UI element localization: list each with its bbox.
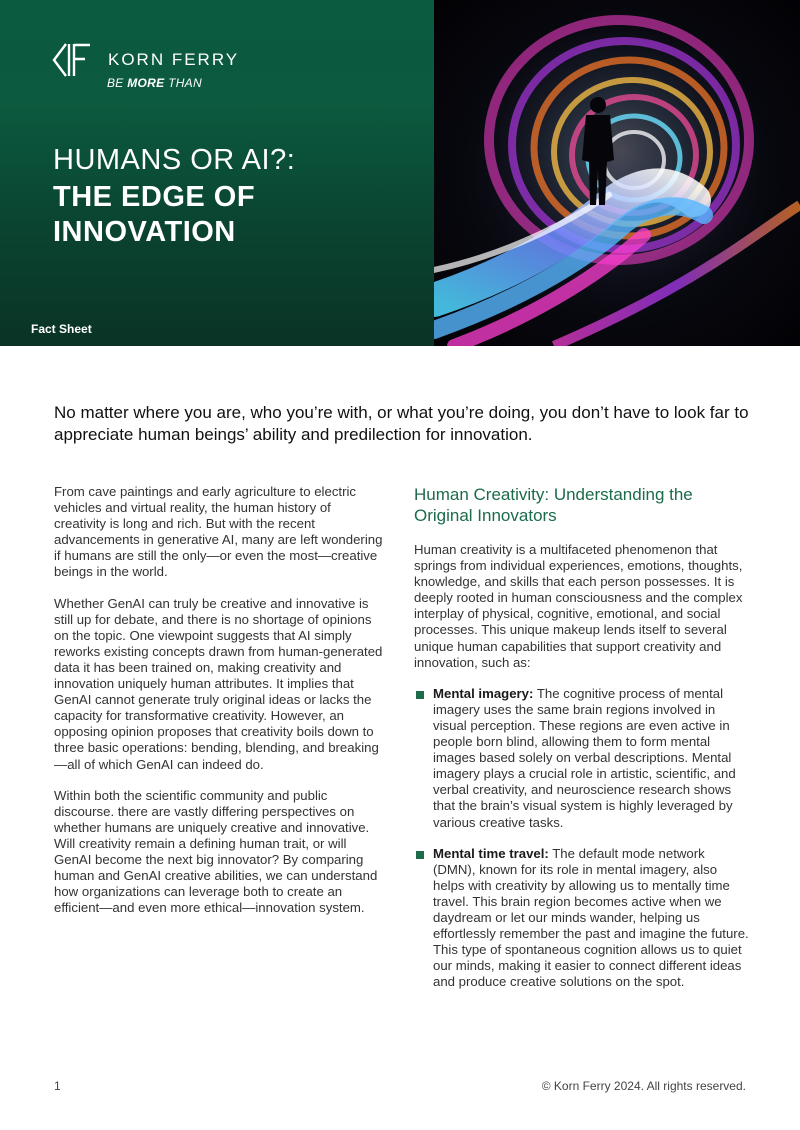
square-bullet-icon	[416, 851, 424, 859]
kf-logo-mark-icon	[52, 42, 96, 78]
left-paragraph-2: Whether GenAI can truly be creative and innovative is still up for debate, and there is no shortage of opinions on the topic. One viewpoint suggests that AI simply reworks existing concepts drawn from human-generated data it has been trained on, making creativity and innovation uniquely human attributes. It implies that GenAI cannot generate truly original ideas or lacks the capacity for transformative creativity. However, an opposing opinion proposes that creativity boils down to three basic operations: bending, blending, and breaking—all of which GenAI can indeed do.	[54, 595, 383, 772]
bullet-item	[414, 846, 750, 991]
brand-name: KORN FERRY	[108, 50, 240, 69]
left-paragraph-1: From cave paintings and early agriculture to electric vehicles and virtual reality, the human history of creativity is long and rich. But with the recent advancements in generative AI, many are left wondering if humans are still the only—or even the most—creative beings in the world.	[54, 484, 383, 580]
bullet-text: The cognitive process of mental imagery uses the same brain regions involved in visual perception. These regions are even active in people born blind, allowing them to form mental images based solely on verbal descriptions. Mental imagery plays a crucial role in artistic, scientific, and verbal creativity, and neuroscience research shows that the brain’s visual system is highly leveraged by various creative tasks.	[433, 685, 736, 830]
title-line-1: HUMANS OR AI?:	[53, 144, 296, 176]
hero-title-panel	[0, 0, 434, 346]
bullet-term: Mental time travel:	[433, 845, 549, 861]
title-line-2: THE EDGE OF INNOVATION	[53, 181, 256, 248]
left-column	[54, 484, 384, 931]
bullet-item	[414, 686, 750, 831]
left-paragraph-3: Within both the scientific community and public discourse. there are vastly differing perspectives on whether humans are uniquely creative and innovative. Will creativity remain a defining human trait, or will GenAI become the next big innovator? By comparing human and GenAI creative abilities, we can understand how organizations can leverage both to create an efficient—and even more ethical—innovation system.	[54, 787, 378, 916]
light-swirl-icon	[434, 0, 800, 346]
bullet-text: The default mode network (DMN), known for its role in mental imagery, also helps with creativity by allowing us to mentally time travel. This brain region becomes active when we daydream or let our minds wander, helping us effortlessly remember the past and imagine the future. This type of spontaneous cognition allows us to quiet our minds, making it easier to connect different ideas and produce creative solutions on the spot.	[433, 845, 749, 990]
square-bullet-icon	[416, 691, 424, 699]
document-type-label: Fact Sheet	[31, 322, 92, 336]
person-light-swirl-image	[434, 0, 800, 346]
copyright-notice: © Korn Ferry 2024. All rights reserved.	[541, 1079, 746, 1093]
lead-paragraph: No matter where you are, who you’re with, or what you’re doing, you don’t have to look far to appreciate human beings’ ability and predilection for innovation.	[54, 403, 749, 444]
bullet-term: Mental imagery:	[433, 685, 534, 701]
section-heading: Human Creativity: Understanding the Original Innovators	[414, 485, 693, 525]
brand-tagline: BE MORE THAN	[107, 76, 202, 90]
page-number: 1	[54, 1079, 61, 1093]
right-column	[414, 484, 750, 1005]
hero-banner	[0, 0, 800, 346]
section-intro: Human creativity is a multifaceted phenomenon that springs from individual experiences, emotions, thoughts, knowledge, and skills that each person possesses. It is deeply rooted in human consciousness and the complex interplay of physical, cognitive, emotional, and social processes. This unique makeup lends itself to several unique human capabilities that support creativity and innovation, such as:	[414, 542, 743, 670]
